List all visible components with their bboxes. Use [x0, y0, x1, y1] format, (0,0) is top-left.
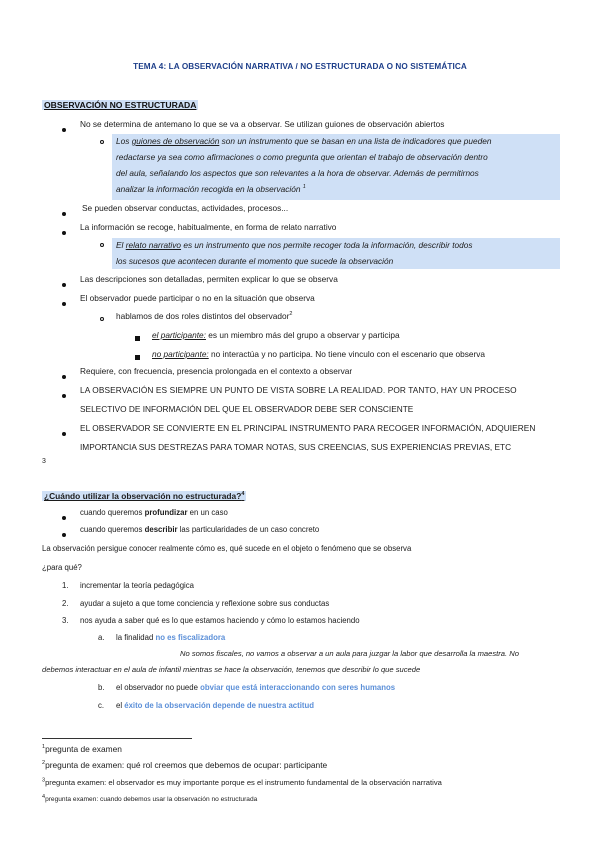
bullet-dot	[62, 375, 66, 379]
sub-item-a: la finalidad no es fiscalizadora	[116, 633, 226, 642]
bullet-dot	[62, 212, 66, 216]
definition-line: los sucesos que acontecen durante el momento que sucede la observación	[116, 256, 394, 266]
section-heading-observacion: OBSERVACIÓN NO ESTRUCTURADA	[44, 100, 197, 110]
bullet-text: cuando queremos profundizar en un caso	[80, 508, 228, 517]
role-no-participante: no participante: no interactúa y no participa. No tiene vinculo con el escenario que observa	[152, 349, 486, 359]
definition-relato: El relato narrativo es un instrumento que nos permite recoger toda la información, describir todos	[116, 240, 473, 250]
bullet-dot	[62, 394, 66, 398]
bullet-text: Se pueden observar conductas, actividades, procesos...	[82, 203, 289, 213]
sub-bullet-circle	[100, 243, 104, 247]
list-letter: a.	[98, 633, 105, 642]
list-number: 3.	[62, 616, 69, 625]
note-line: debemos interactuar en el aula de infantil mientras se hace la observación, tenemos que describir lo que sucede	[42, 665, 421, 674]
sub-item-b: el observador no puede obviar que está interaccionando con seres humanos	[116, 683, 396, 692]
sub-bullet-text: hablamos de dos roles distintos del observador$^2$	[116, 311, 293, 321]
sub-item-c: el éxito de la observación depende de nuestra actitud	[116, 701, 315, 710]
bullet-text: cuando queremos describir las particularidades de un caso concreto	[80, 525, 320, 534]
bullet-text: Las descripciones son detalladas, permiten explicar lo que se observa	[80, 274, 338, 284]
footnote-ref: 2	[289, 311, 293, 318]
bullet-text-cont: SELECTIVO DE INFORMACIÓN DEL QUE EL OBSERVADOR DEBE SER CONSCIENTE	[80, 404, 414, 414]
sub-bullet-circle	[100, 317, 104, 321]
paragraph: ¿para qué?	[42, 563, 82, 572]
document-title: TEMA 4: LA OBSERVACIÓN NARRATIVA / NO ESTRUCTURADA O NO SISTEMÁTICA	[133, 62, 467, 71]
bullet-text: No se determina de antemano lo que se va a observar. Se utilizan guiones de observación abiertos	[80, 119, 445, 129]
bullet-dot	[62, 516, 66, 520]
bullet-dot	[62, 128, 66, 132]
bullet-dot	[62, 432, 66, 436]
square-bullet	[135, 355, 140, 360]
bullet-text: LA OBSERVACIÓN ES SIEMPRE UN PUNTO DE VISTA SOBRE LA REALIDAD. POR TANTO, HAY UN PROCESO	[80, 385, 517, 395]
bullet-dot	[62, 231, 66, 235]
sub-bullet-circle	[100, 140, 104, 144]
footnote-4: $^4$pregunta examen: cuando debemos usar la observación no estructurada	[42, 793, 258, 803]
numbered-item: ayudar a sujeto a que tome conciencia y reflexione sobre sus conductas	[80, 599, 330, 608]
numbered-item: incrementar la teoría pedagógica	[80, 581, 194, 590]
square-bullet	[135, 336, 140, 341]
definition-line: del aula, señalando los aspectos que son relevantes a la hora de observar. Además de permitirnos	[116, 168, 479, 178]
list-letter: b.	[98, 683, 105, 692]
role-participante: el participante: es un miembro más del grupo a observar y participa	[152, 330, 400, 340]
footnote-3: $^3$pregunta examen: el observador es muy importante porque es el instrumento fundamental de la observación narrativa	[42, 777, 442, 787]
bullet-dot	[62, 302, 66, 306]
definition-line: analizar la información recogida en la observación $^1$	[116, 184, 306, 194]
bullet-text: EL OBSERVADOR SE CONVIERTE EN EL PRINCIPAL INSTRUMENTO PARA RECOGER INFORMACIÓN, ADQUIEREN	[80, 423, 536, 433]
list-number: 2.	[62, 599, 69, 608]
footnote-ref: 4	[241, 491, 245, 498]
bullet-dot	[62, 283, 66, 287]
footnote-1: $^1$pregunta de examen	[42, 744, 122, 754]
list-letter: c.	[98, 701, 105, 710]
definition-guiones: Los guiones de observación son un instrumento que se basan en una lista de indicadores que pueden	[116, 136, 492, 146]
footnote-separator	[42, 738, 192, 739]
bullet-text: La información se recoge, habitualmente, en forma de relato narrativo	[80, 222, 337, 232]
paragraph: La observación persigue conocer realmente cómo es, qué sucede en el objeto o fenómeno que se observa	[42, 544, 412, 553]
definition-line: redactarse ya sea como afirmaciones o como pregunta que orientan el trabajo de observación dentro	[116, 152, 488, 162]
list-number: 1.	[62, 581, 69, 590]
bullet-text-cont: IMPORTANCIA SUS DESTREZAS PARA TOMAR NOTAS, SUS CREENCIAS, SUS EXPERIENCIAS PREVIAS, ETC	[80, 442, 512, 452]
footnote-ref: 1	[302, 184, 306, 191]
bullet-text: El observador puede participar o no en la situación que observa	[80, 293, 315, 303]
margin-number: 3	[42, 458, 46, 465]
bullet-dot	[62, 533, 66, 537]
note-line: No somos fiscales, no vamos a observar a un aula para juzgar la labor que desarrolla la maestra. No	[180, 649, 519, 658]
footnote-2: $^2$pregunta de examen: qué rol creemos que debemos de ocupar: participante	[42, 760, 328, 770]
bullet-text: Requiere, con frecuencia, presencia prolongada en el contexto a observar	[80, 366, 353, 376]
numbered-item: nos ayuda a saber qué es lo que estamos haciendo y cómo lo estamos haciendo	[80, 616, 360, 625]
section-heading-cuando: ¿Cuándo utilizar la observación no estructurada?$^4$	[44, 491, 245, 501]
